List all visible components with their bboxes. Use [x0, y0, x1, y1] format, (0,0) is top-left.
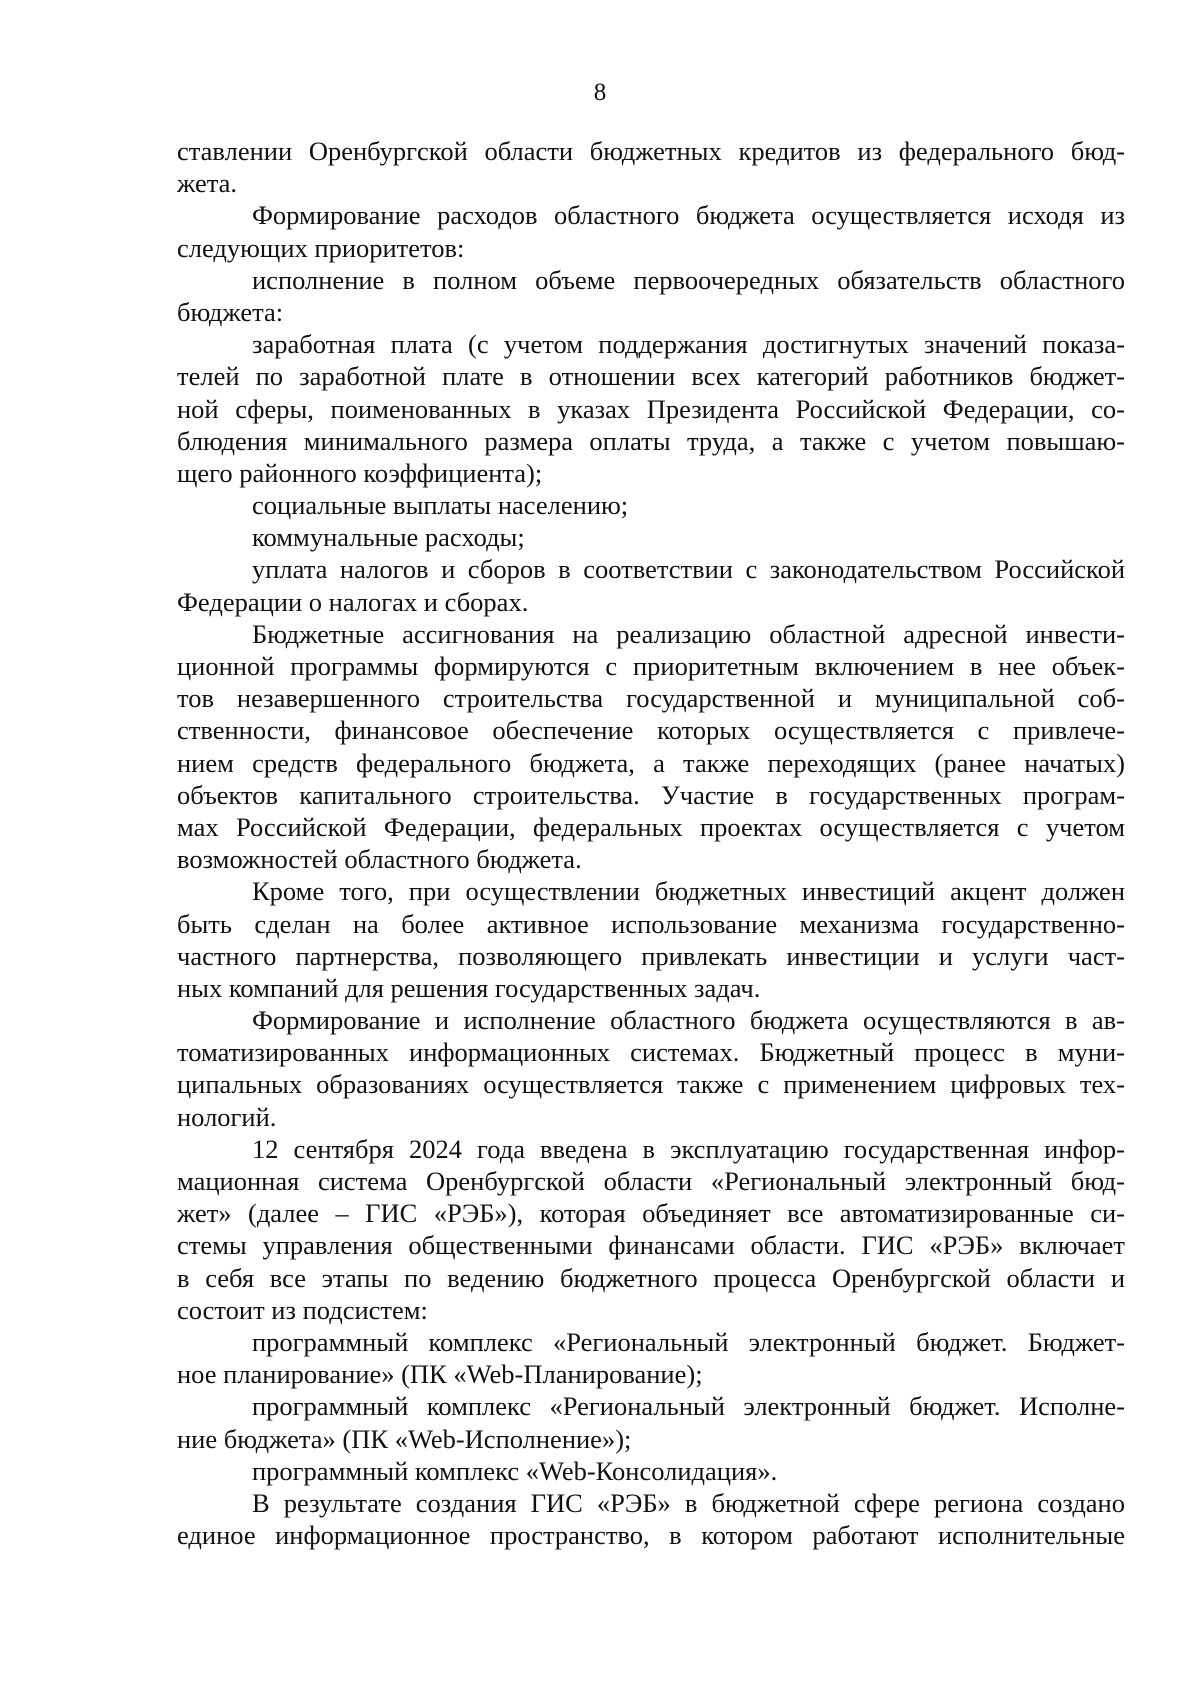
text-line: ставлении Оренбургской области бюджетных кредитов из федерального бюд- — [177, 136, 1125, 166]
text-line: программный комплекс «Региональный электронный бюджет. Бюджет- — [252, 1326, 1125, 1357]
text-line: программный комплекс «Web-Консолидация». — [252, 1455, 778, 1486]
text-line: тов незавершенного строительства государственной и муниципальной соб- — [177, 683, 1125, 714]
text-line: ципальных образованиях осуществляется также с применением цифровых тех- — [177, 1069, 1125, 1100]
text-line: В результате создания ГИС «РЭБ» в бюджетной сфере региона создано — [252, 1487, 1125, 1518]
text-line: коммунальные расходы; — [252, 522, 525, 553]
text-line: мах Российской Федерации, федеральных проектах осуществляется с учетом — [177, 811, 1125, 842]
text-line: ное планирование» (ПК «Web-Планирование); — [177, 1359, 703, 1390]
text-line: мационная система Оренбургской области «Региональный электронный бюд- — [177, 1166, 1125, 1196]
body-text — [177, 135, 1125, 1551]
text-line: возможностей областного бюджета. — [177, 844, 582, 875]
text-line: программный комплекс «Региональный электронный бюджет. Исполне- — [252, 1391, 1125, 1422]
page-number: 8 — [593, 79, 607, 106]
text-line: нием средств федерального бюджета, а также переходящих (ранее начатых) — [177, 747, 1125, 778]
text-line: ных компаний для решения государственных задач. — [177, 972, 761, 1003]
text-line: жет» (далее – ГИС «РЭБ»), которая объединяет все автоматизированные си- — [177, 1198, 1125, 1229]
text-line: телей по заработной плате в отношении всех категорий работников бюджет- — [177, 361, 1125, 392]
text-line: Кроме того, при осуществлении бюджетных инвестиций акцент должен — [252, 876, 1125, 907]
text-line: в себя все этапы по ведению бюджетного процесса Оренбургской области и — [177, 1262, 1125, 1293]
text-line: состоит из подсистем: — [177, 1294, 428, 1325]
text-line: блюдения минимального размера оплаты труда, а также с учетом повышаю- — [177, 425, 1125, 456]
text-line: ной сферы, поименованных в указах Президента Российской Федерации, со- — [177, 393, 1125, 424]
text-line: социальные выплаты населению; — [252, 490, 629, 521]
text-line: заработная плата (с учетом поддержания достигнутых значений показа- — [252, 329, 1125, 360]
text-line: Бюджетные ассигнования на реализацию областной адресной инвести- — [252, 618, 1125, 649]
text-line: Федерации о налогах и сборах. — [177, 586, 529, 617]
text-line: ние бюджета» (ПК «Web-Исполнение»); — [177, 1423, 632, 1454]
text-line: частного партнерства, позволяющего привлекать инвестиции и услуги част- — [177, 940, 1125, 971]
text-line: 12 сентября 2024 года введена в эксплуатацию государственная инфор- — [252, 1133, 1125, 1164]
text-line: уплата налогов и сборов в соответствии с законодательством Российской — [252, 554, 1125, 585]
text-line: щего районного коэффициента); — [177, 457, 543, 488]
text-line: следующих приоритетов: — [177, 232, 465, 263]
text-line: Формирование и исполнение областного бюджета осуществляются в ав- — [252, 1005, 1125, 1036]
text-line: объектов капитального строительства. Участие в государственных програм- — [177, 779, 1125, 810]
text-line: единое информационное пространство, в котором работают исполнительные — [177, 1520, 1125, 1551]
text-line: бюджета: — [177, 296, 284, 327]
text-line: нологий. — [177, 1101, 277, 1132]
text-line: жета. — [177, 168, 238, 199]
text-line: ционной программы формируются с приоритетным включением в нее объек- — [177, 651, 1125, 681]
text-line: исполнение в полном объеме первоочередных обязательств областного — [252, 264, 1125, 295]
text-line: ственности, финансовое обеспечение которых осуществляется с привлече- — [177, 715, 1125, 746]
text-line: стемы управления общественными финансами области. ГИС «РЭБ» включает — [177, 1230, 1125, 1261]
text-line: Формирование расходов областного бюджета осуществляется исходя из — [252, 200, 1125, 231]
text-line: томатизированных информационных системах. Бюджетный процесс в муни- — [177, 1037, 1125, 1068]
text-line: быть сделан на более активное использование механизма государственно- — [177, 908, 1125, 939]
